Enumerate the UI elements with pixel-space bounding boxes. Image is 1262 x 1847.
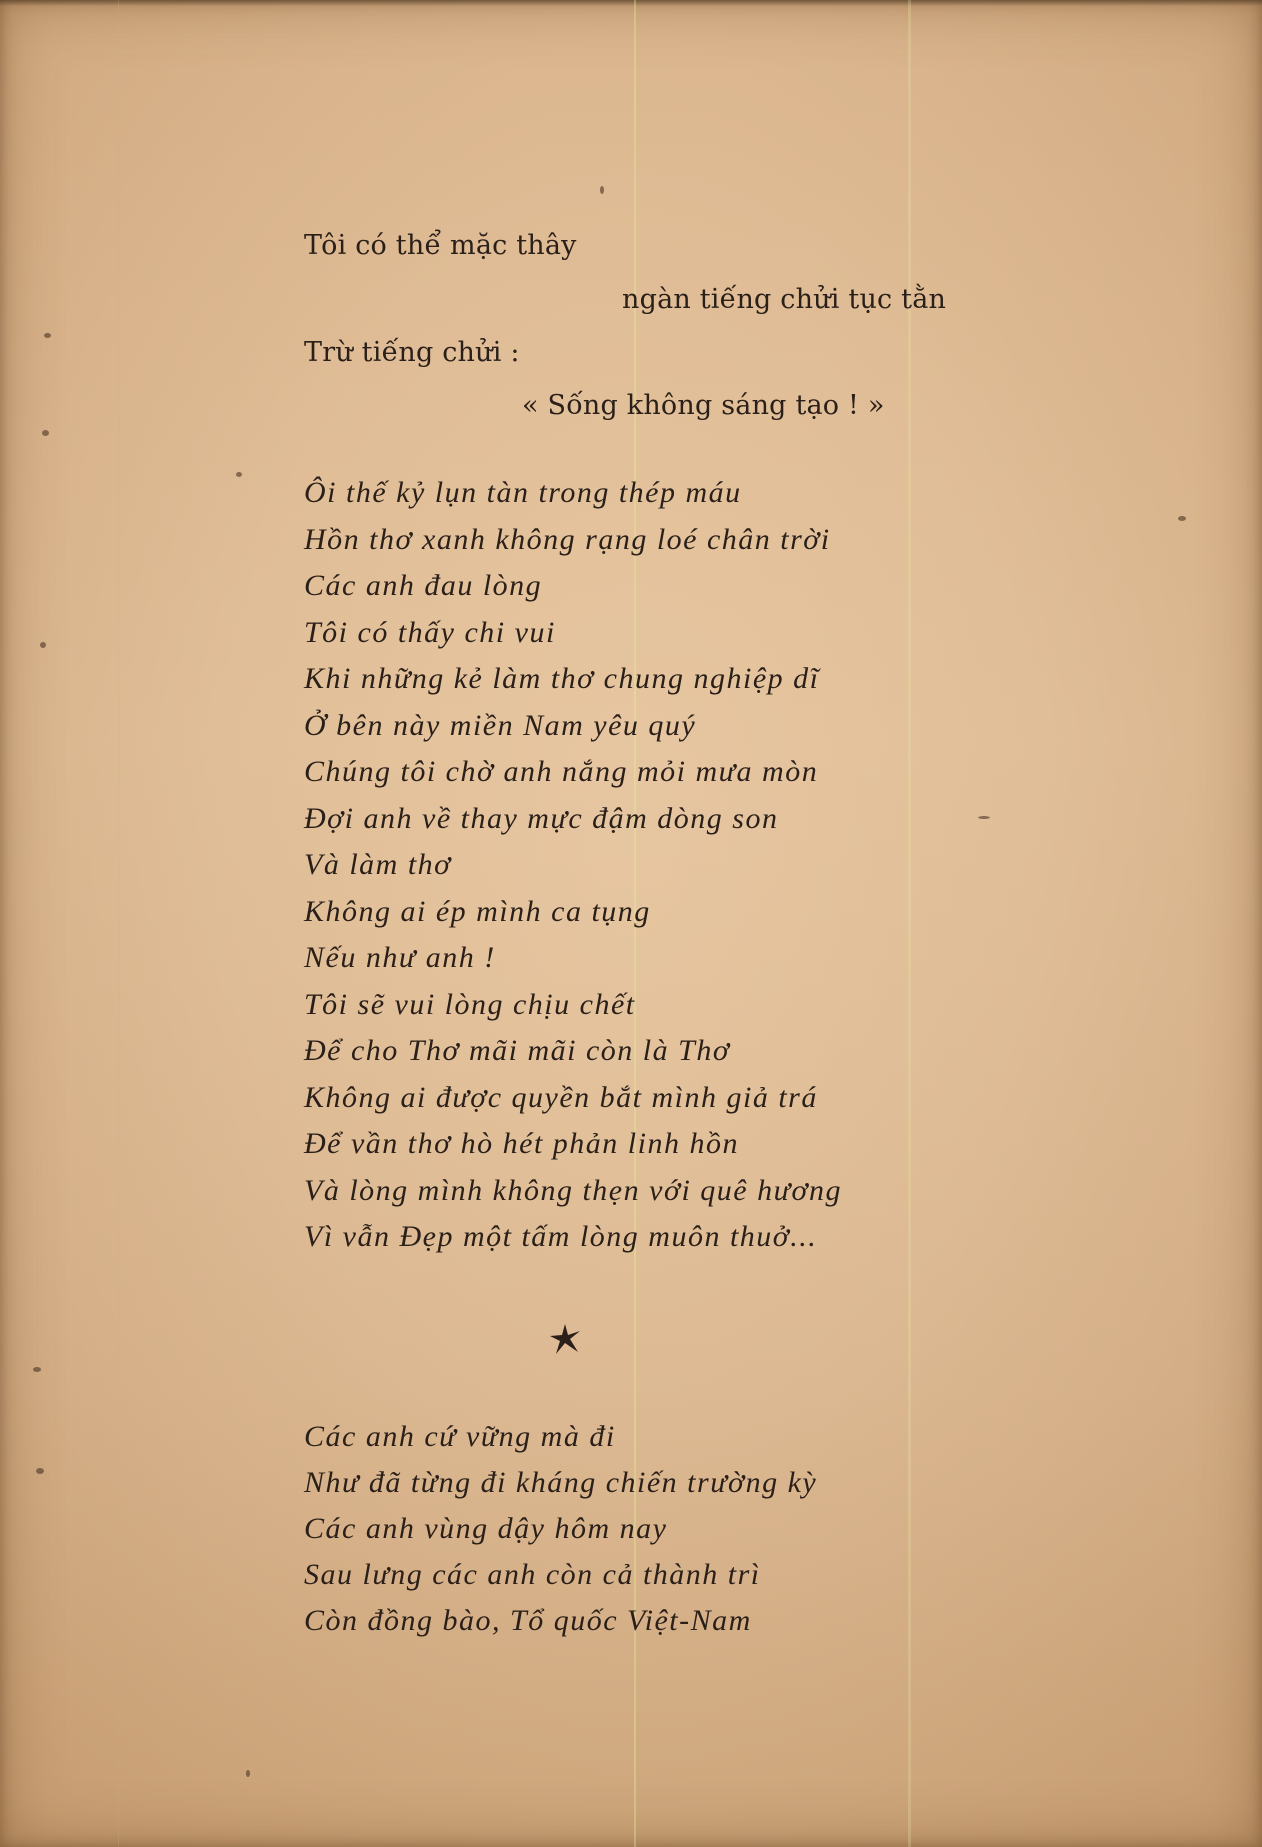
poem-line: Tôi có thể mặc thây bbox=[304, 230, 577, 261]
paper-speck bbox=[236, 472, 242, 477]
poem-line: Còn đồng bào, Tổ quốc Việt-Nam bbox=[304, 1604, 752, 1637]
poem-line: Ở bên này miền Nam yêu quý bbox=[304, 709, 697, 742]
paper-speck bbox=[1178, 516, 1186, 521]
poem-line: Nếu như anh ! bbox=[304, 941, 496, 974]
poem-line: ngàn tiếng chửi tục tằn bbox=[622, 284, 947, 315]
paper-speck bbox=[42, 430, 49, 436]
poem-line: Không ai được quyền bắt mình giả trá bbox=[304, 1081, 818, 1114]
poem-line: Khi những kẻ làm thơ chung nghiệp dĩ bbox=[304, 662, 820, 695]
poem-line: Để vần thơ hò hét phản linh hồn bbox=[304, 1127, 739, 1160]
paper-speck bbox=[33, 1367, 41, 1372]
paper-speck bbox=[978, 816, 990, 819]
paper-speck bbox=[36, 1468, 44, 1474]
poem-line: Và lòng mình không thẹn với quê hương bbox=[304, 1174, 842, 1207]
paper-speck bbox=[246, 1770, 250, 1777]
poem-line: Trừ tiếng chửi : bbox=[304, 337, 520, 368]
poem-line: Các anh cứ vững mà đi bbox=[304, 1420, 616, 1453]
poem-line: Để cho Thơ mãi mãi còn là Thơ bbox=[304, 1034, 731, 1067]
poem-line: Các anh vùng dậy hôm nay bbox=[304, 1512, 668, 1545]
poem-line: Tôi có thấy chi vui bbox=[304, 616, 556, 649]
poem-line: « Sống không sáng tạo ! » bbox=[522, 390, 885, 421]
poem-line: Chúng tôi chờ anh nắng mỏi mưa mòn bbox=[304, 755, 819, 788]
poem-line: Đợi anh về thay mực đậm dòng son bbox=[304, 802, 779, 835]
poem-line: Hồn thơ xanh không rạng loé chân trời bbox=[304, 523, 831, 556]
poem-line: Tôi sẽ vui lòng chịu chết bbox=[304, 988, 636, 1021]
star-icon bbox=[548, 1322, 582, 1356]
poem-line: Sau lưng các anh còn cả thành trì bbox=[304, 1558, 761, 1591]
poem-line: Không ai ép mình ca tụng bbox=[304, 895, 651, 928]
poem-line: Vì vẫn Đẹp một tấm lòng muôn thuở... bbox=[304, 1220, 818, 1253]
paper-speck bbox=[600, 186, 604, 194]
poem-line: Ôi thế kỷ lụn tàn trong thép máu bbox=[304, 476, 742, 509]
poem-line: Và làm thơ bbox=[304, 848, 452, 881]
poem-line: Các anh đau lòng bbox=[304, 569, 543, 602]
paper-speck bbox=[44, 333, 51, 338]
paper-speck bbox=[40, 642, 46, 648]
poem-line: Như đã từng đi kháng chiến trường kỳ bbox=[304, 1466, 818, 1499]
page-top-edge bbox=[0, 0, 1262, 6]
paper-crease bbox=[908, 0, 911, 1847]
paper-crease bbox=[118, 0, 119, 1847]
